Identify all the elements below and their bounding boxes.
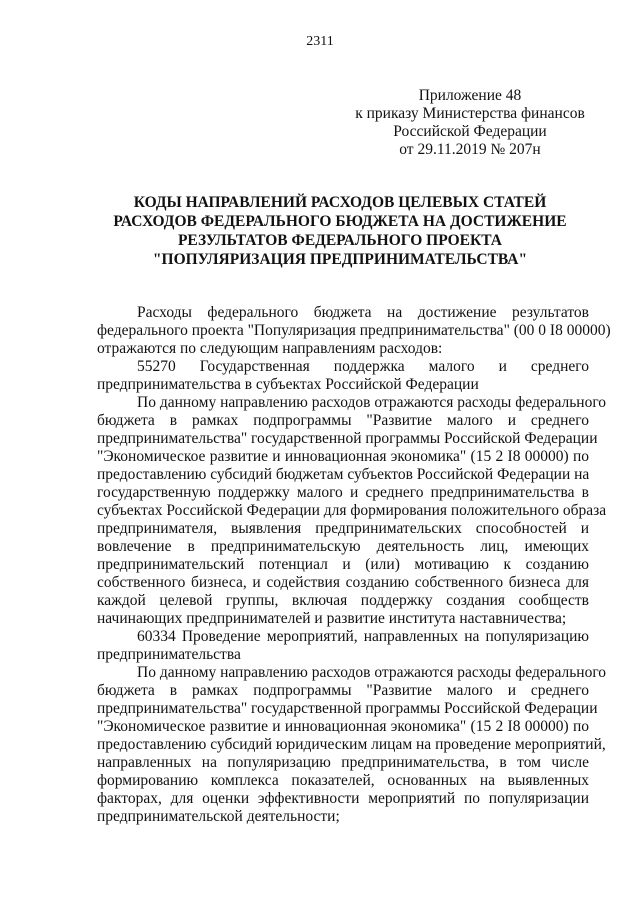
title-line: "ПОПУЛЯРИЗАЦИЯ ПРЕДПРИНИМАТЕЛЬСТВА" — [152, 251, 528, 268]
text-line: федерального проекта "Популяризация предпринимательства" (00 0 I8 00000) — [97, 322, 611, 339]
text-line: По данному направлению расходов отражаются расходы федерального — [137, 394, 607, 411]
text-line: собственного бизнеса, и содействия созданию собственного бизнеса для — [97, 574, 589, 591]
text-line: формированию комплекса показателей, основанных на выявленных — [97, 772, 589, 789]
text-line: предоставлению субсидий бюджетам субъектов Российской Федерации на — [97, 466, 590, 483]
text-line: субъектах Российской Федерации для формирования положительного образа — [97, 502, 607, 519]
text-line: 55270 Государственная поддержка малого и среднего — [137, 358, 589, 375]
code-55270-description — [97, 394, 607, 628]
text-line: предпринимателя, выявления предпринимательских способностей и — [97, 520, 589, 537]
text-line: отражаются по следующим направлениям расходов: — [97, 340, 443, 357]
text-line: начинающих предпринимателей и развитие института наставничества; — [97, 610, 567, 627]
title-line: РАСХОДОВ ФЕДЕРАЛЬНОГО БЮДЖЕТА НА ДОСТИЖЕНИЕ — [113, 213, 567, 230]
code-55270-heading — [97, 358, 589, 394]
text-line: предпринимательства" государственной программы Российской Федерации — [97, 700, 598, 717]
appendix-header — [340, 87, 600, 159]
text-line: предпринимательской деятельности; — [97, 808, 340, 825]
appendix-line: от 29.11.2019 № 207н — [399, 141, 541, 158]
text-line: бюджета в рамках подпрограммы "Развитие малого и среднего — [97, 682, 589, 699]
text-line: По данному направлению расходов отражаются расходы федерального — [137, 664, 607, 681]
intro-paragraph — [97, 304, 611, 358]
title-line: КОДЫ НАПРАВЛЕНИЙ РАСХОДОВ ЦЕЛЕВЫХ СТАТЕЙ — [133, 194, 547, 211]
text-line: предпринимательства" государственной программы Российской Федерации — [97, 430, 598, 447]
text-line: предпринимательства в субъектах Российской Федерации — [97, 376, 479, 393]
document-body — [97, 304, 611, 826]
text-line: Расходы федерального бюджета на достижение результатов — [137, 304, 589, 321]
appendix-line: к приказу Министерства финансов — [355, 105, 585, 122]
text-line: государственную поддержку малого и среднего предпринимательства в — [97, 484, 589, 501]
document-title — [80, 193, 600, 269]
text-line: вовлечение в предпринимательскую деятельность лиц, имеющих — [97, 538, 589, 555]
title-line: РЕЗУЛЬТАТОВ ФЕДЕРАЛЬНОГО ПРОЕКТА — [177, 232, 503, 249]
text-line: факторах, для оценки эффективности мероприятий по популяризации — [97, 790, 589, 807]
text-line: направленных на популяризацию предпринимательства, в том числе — [97, 754, 589, 771]
appendix-line: Российской Федерации — [393, 123, 547, 140]
text-line: предпринимательства — [97, 646, 241, 663]
code-60334-heading — [97, 628, 589, 664]
text-line: предоставлению субсидий юридическим лицам на проведение мероприятий, — [97, 736, 606, 753]
code-60334-description — [97, 664, 607, 826]
text-line: 60334 Проведение мероприятий, направленных на популяризацию — [137, 628, 589, 645]
text-line: предпринимательский потенциал и (или) мотивацию к созданию — [97, 556, 589, 573]
page-number: 2311 — [306, 34, 334, 49]
appendix-line: Приложение 48 — [418, 87, 522, 104]
text-line: "Экономическое развитие и инновационная экономика" (15 2 I8 00000) по — [97, 448, 589, 465]
text-line: каждой целевой группы, включая поддержку создания сообществ — [97, 592, 589, 609]
text-line: бюджета в рамках подпрограммы "Развитие малого и среднего — [97, 412, 589, 429]
text-line: "Экономическое развитие и инновационная экономика" (15 2 I8 00000) по — [97, 718, 589, 735]
